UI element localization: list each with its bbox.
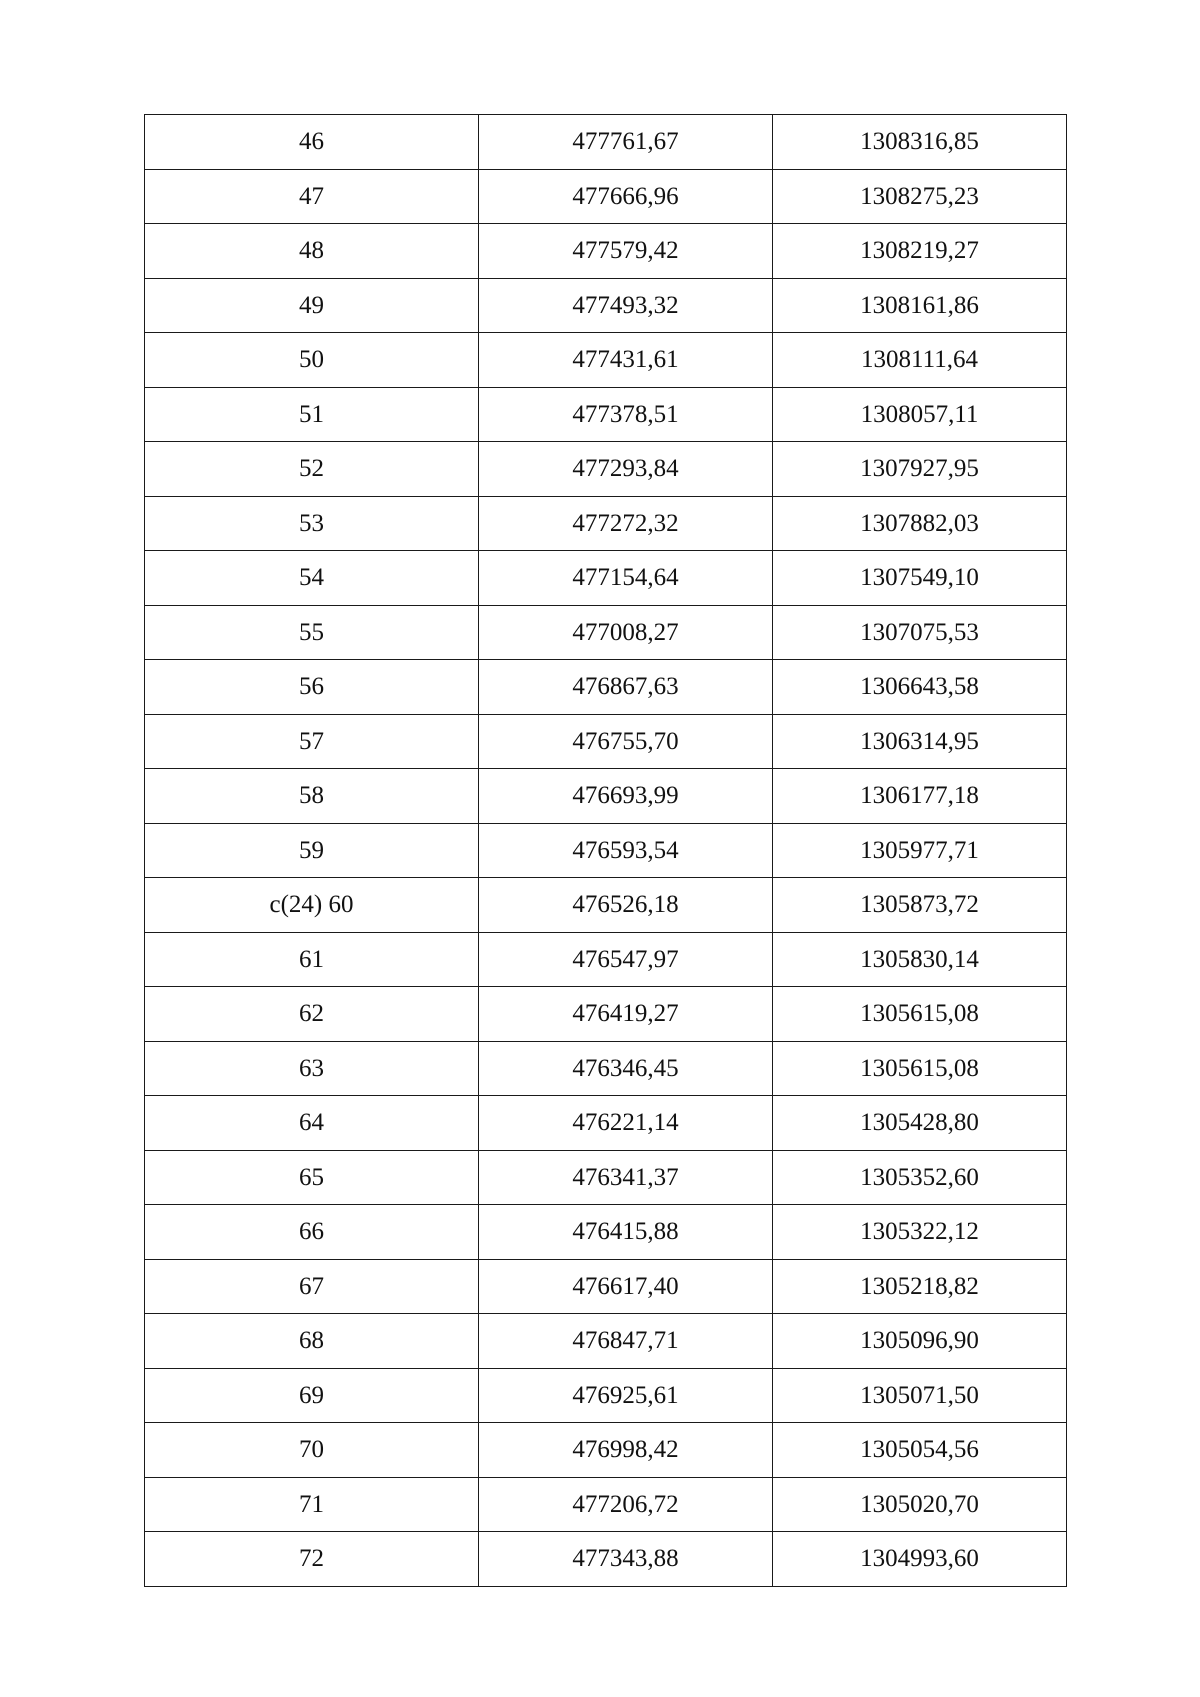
point-number-cell: 59	[145, 823, 479, 878]
point-number-cell: 46	[145, 115, 479, 170]
table-row	[145, 605, 1067, 660]
table-row	[145, 769, 1067, 824]
table-row	[145, 1368, 1067, 1423]
point-number-cell: 63	[145, 1041, 479, 1096]
point-number-cell: 72	[145, 1532, 479, 1587]
table-row	[145, 115, 1067, 170]
table-row	[145, 987, 1067, 1042]
point-number-cell: 47	[145, 169, 479, 224]
point-number-cell: 70	[145, 1423, 479, 1478]
table-row	[145, 1532, 1067, 1587]
y-coordinate-cell: 1308057,11	[773, 387, 1067, 442]
y-coordinate-cell: 1308161,86	[773, 278, 1067, 333]
table-row	[145, 932, 1067, 987]
table-row	[145, 169, 1067, 224]
table-row	[145, 714, 1067, 769]
point-number-cell: 56	[145, 660, 479, 715]
table-row	[145, 1205, 1067, 1260]
point-number-cell: 57	[145, 714, 479, 769]
y-coordinate-cell: 1305071,50	[773, 1368, 1067, 1423]
y-coordinate-cell: 1308111,64	[773, 333, 1067, 388]
x-coordinate-cell: 476221,14	[479, 1096, 773, 1151]
x-coordinate-cell: 477579,42	[479, 224, 773, 279]
x-coordinate-cell: 476346,45	[479, 1041, 773, 1096]
y-coordinate-cell: 1307882,03	[773, 496, 1067, 551]
table-row	[145, 1423, 1067, 1478]
y-coordinate-cell: 1305615,08	[773, 987, 1067, 1042]
y-coordinate-cell: 1308219,27	[773, 224, 1067, 279]
x-coordinate-cell: 476925,61	[479, 1368, 773, 1423]
point-number-cell: 62	[145, 987, 479, 1042]
point-number-cell: 71	[145, 1477, 479, 1532]
point-number-cell: 54	[145, 551, 479, 606]
x-coordinate-cell: 477761,67	[479, 115, 773, 170]
x-coordinate-cell: 476998,42	[479, 1423, 773, 1478]
y-coordinate-cell: 1305830,14	[773, 932, 1067, 987]
table-row	[145, 1150, 1067, 1205]
y-coordinate-cell: 1306314,95	[773, 714, 1067, 769]
x-coordinate-cell: 477293,84	[479, 442, 773, 497]
y-coordinate-cell: 1307075,53	[773, 605, 1067, 660]
y-coordinate-cell: 1308275,23	[773, 169, 1067, 224]
y-coordinate-cell: 1305977,71	[773, 823, 1067, 878]
x-coordinate-cell: 476617,40	[479, 1259, 773, 1314]
point-number-cell: 68	[145, 1314, 479, 1369]
table-row	[145, 1477, 1067, 1532]
point-number-cell: 55	[145, 605, 479, 660]
y-coordinate-cell: 1308316,85	[773, 115, 1067, 170]
table-row	[145, 660, 1067, 715]
x-coordinate-cell: 476847,71	[479, 1314, 773, 1369]
point-number-cell: 52	[145, 442, 479, 497]
y-coordinate-cell: 1304993,60	[773, 1532, 1067, 1587]
x-coordinate-cell: 476547,97	[479, 932, 773, 987]
table-row	[145, 224, 1067, 279]
point-number-cell: 53	[145, 496, 479, 551]
table-row	[145, 387, 1067, 442]
point-number-cell: 49	[145, 278, 479, 333]
y-coordinate-cell: 1307927,95	[773, 442, 1067, 497]
x-coordinate-cell: 477272,32	[479, 496, 773, 551]
point-number-cell: 58	[145, 769, 479, 824]
coordinates-table	[144, 114, 1067, 1587]
y-coordinate-cell: 1305096,90	[773, 1314, 1067, 1369]
x-coordinate-cell: 476526,18	[479, 878, 773, 933]
x-coordinate-cell: 476415,88	[479, 1205, 773, 1260]
point-number-cell: 50	[145, 333, 479, 388]
x-coordinate-cell: 477666,96	[479, 169, 773, 224]
y-coordinate-cell: 1305054,56	[773, 1423, 1067, 1478]
table-row	[145, 1259, 1067, 1314]
x-coordinate-cell: 477343,88	[479, 1532, 773, 1587]
table-row	[145, 333, 1067, 388]
point-number-cell: c(24) 60	[145, 878, 479, 933]
x-coordinate-cell: 476755,70	[479, 714, 773, 769]
point-number-cell: 66	[145, 1205, 479, 1260]
x-coordinate-cell: 476341,37	[479, 1150, 773, 1205]
y-coordinate-cell: 1305218,82	[773, 1259, 1067, 1314]
x-coordinate-cell: 476867,63	[479, 660, 773, 715]
y-coordinate-cell: 1305428,80	[773, 1096, 1067, 1151]
y-coordinate-cell: 1305352,60	[773, 1150, 1067, 1205]
y-coordinate-cell: 1305322,12	[773, 1205, 1067, 1260]
x-coordinate-cell: 476419,27	[479, 987, 773, 1042]
point-number-cell: 69	[145, 1368, 479, 1423]
table-row	[145, 1314, 1067, 1369]
x-coordinate-cell: 477008,27	[479, 605, 773, 660]
y-coordinate-cell: 1305615,08	[773, 1041, 1067, 1096]
coordinates-table-body	[145, 115, 1067, 1587]
point-number-cell: 48	[145, 224, 479, 279]
x-coordinate-cell: 477431,61	[479, 333, 773, 388]
point-number-cell: 61	[145, 932, 479, 987]
y-coordinate-cell: 1307549,10	[773, 551, 1067, 606]
y-coordinate-cell: 1306177,18	[773, 769, 1067, 824]
point-number-cell: 64	[145, 1096, 479, 1151]
y-coordinate-cell: 1305020,70	[773, 1477, 1067, 1532]
table-row	[145, 878, 1067, 933]
table-row	[145, 823, 1067, 878]
table-row	[145, 442, 1067, 497]
table-row	[145, 1096, 1067, 1151]
x-coordinate-cell: 477206,72	[479, 1477, 773, 1532]
table-row	[145, 1041, 1067, 1096]
y-coordinate-cell: 1305873,72	[773, 878, 1067, 933]
x-coordinate-cell: 476693,99	[479, 769, 773, 824]
x-coordinate-cell: 477154,64	[479, 551, 773, 606]
x-coordinate-cell: 477493,32	[479, 278, 773, 333]
table-row	[145, 278, 1067, 333]
table-row	[145, 496, 1067, 551]
point-number-cell: 51	[145, 387, 479, 442]
x-coordinate-cell: 476593,54	[479, 823, 773, 878]
point-number-cell: 65	[145, 1150, 479, 1205]
point-number-cell: 67	[145, 1259, 479, 1314]
x-coordinate-cell: 477378,51	[479, 387, 773, 442]
y-coordinate-cell: 1306643,58	[773, 660, 1067, 715]
table-row	[145, 551, 1067, 606]
